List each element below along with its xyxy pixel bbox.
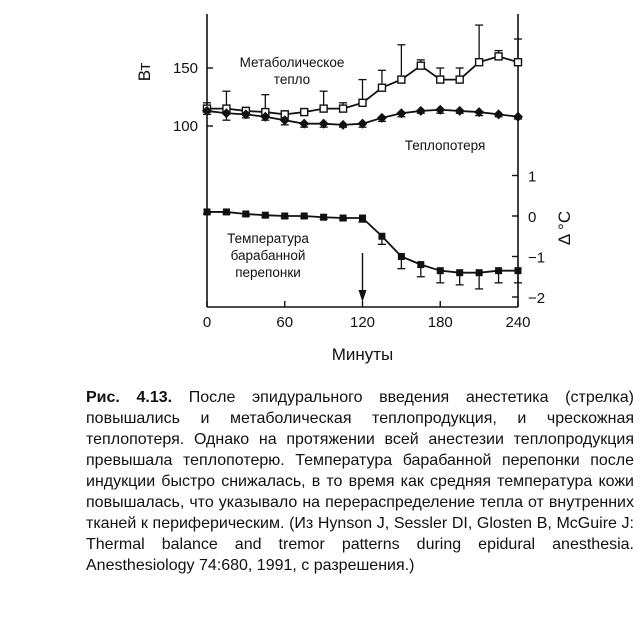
data-point	[340, 105, 347, 112]
left-tick-label: 150	[172, 60, 198, 77]
right-axis-title: Δ °С	[555, 210, 574, 246]
chart-labels	[135, 55, 574, 364]
data-point	[223, 208, 230, 215]
caption-text: После эпидурального введения анестетика (стрелка) повышались и метаболическая теплопродукция, и чрескожная теплопотеря. Однако на протяжении всей анестезии теплопродукция превышала теплопотерю. Температура барабанной перепонки после индукции быстро снижалась, в то время как средняя температура кожи повышалась, что указывало на перераспределение тепла от внутренних тканей к периферическим. (Из Hynson J, Sessler DI, Glosten B, McGuire J: Thermal balance and tremor patterns during epidural anesthesia. Anesthesiology 74:680, 1991, с разрешения.)	[86, 389, 635, 574]
data-point	[476, 59, 483, 66]
data-point	[281, 213, 288, 220]
series-1	[202, 105, 523, 130]
data-point	[340, 215, 347, 222]
data-point	[494, 109, 504, 119]
x-tick-label: 60	[276, 314, 294, 331]
data-point	[515, 267, 522, 274]
x-tick-label: 120	[349, 314, 376, 331]
series-annotation: перепонки	[235, 265, 301, 280]
series-0	[203, 25, 522, 118]
left-tick-label: 100	[172, 118, 198, 135]
data-point	[417, 62, 424, 69]
figure-caption	[86, 387, 634, 576]
right-tick-label: −2	[528, 290, 546, 307]
x-axis-title: Минуты	[331, 345, 394, 364]
right-tick-label: 1	[528, 168, 537, 186]
data-point	[417, 261, 424, 268]
data-point	[437, 267, 444, 274]
x-tick-label: 240	[505, 314, 531, 331]
data-point	[416, 106, 426, 116]
data-point	[301, 109, 308, 116]
series-annotation: Метаболическое	[239, 55, 345, 70]
anesthetic-arrow-head	[359, 290, 367, 302]
data-point	[476, 269, 483, 276]
data-point	[398, 76, 405, 83]
data-point	[359, 215, 366, 222]
data-point	[378, 84, 385, 91]
data-point	[455, 106, 465, 116]
series-annotation: Теплопотеря	[404, 138, 486, 153]
data-point	[378, 233, 385, 240]
series-annotation: Температура	[227, 231, 309, 246]
data-point	[437, 76, 444, 83]
x-tick-label: 0	[202, 314, 212, 331]
data-point	[495, 53, 502, 60]
data-point	[515, 59, 522, 66]
data-point	[398, 253, 405, 260]
caption-lead: Рис. 4.13.	[86, 389, 173, 406]
data-point	[359, 99, 366, 106]
data-point	[456, 76, 463, 83]
data-point	[513, 112, 523, 122]
right-tick-label: 0	[528, 209, 537, 226]
data-point	[456, 269, 463, 276]
series-annotation: тепло	[273, 72, 311, 87]
data-point	[495, 267, 502, 274]
data-point	[338, 120, 348, 130]
right-tick-label: −1	[528, 249, 546, 267]
data-point	[204, 208, 211, 215]
data-point	[262, 212, 269, 219]
data-point	[320, 105, 327, 112]
x-tick-label: 180	[427, 314, 453, 331]
data-point	[320, 214, 327, 221]
data-point	[242, 210, 249, 217]
data-point	[301, 213, 308, 220]
left-axis-title: Вт	[135, 62, 154, 82]
series-annotation: барабанной	[230, 248, 306, 263]
